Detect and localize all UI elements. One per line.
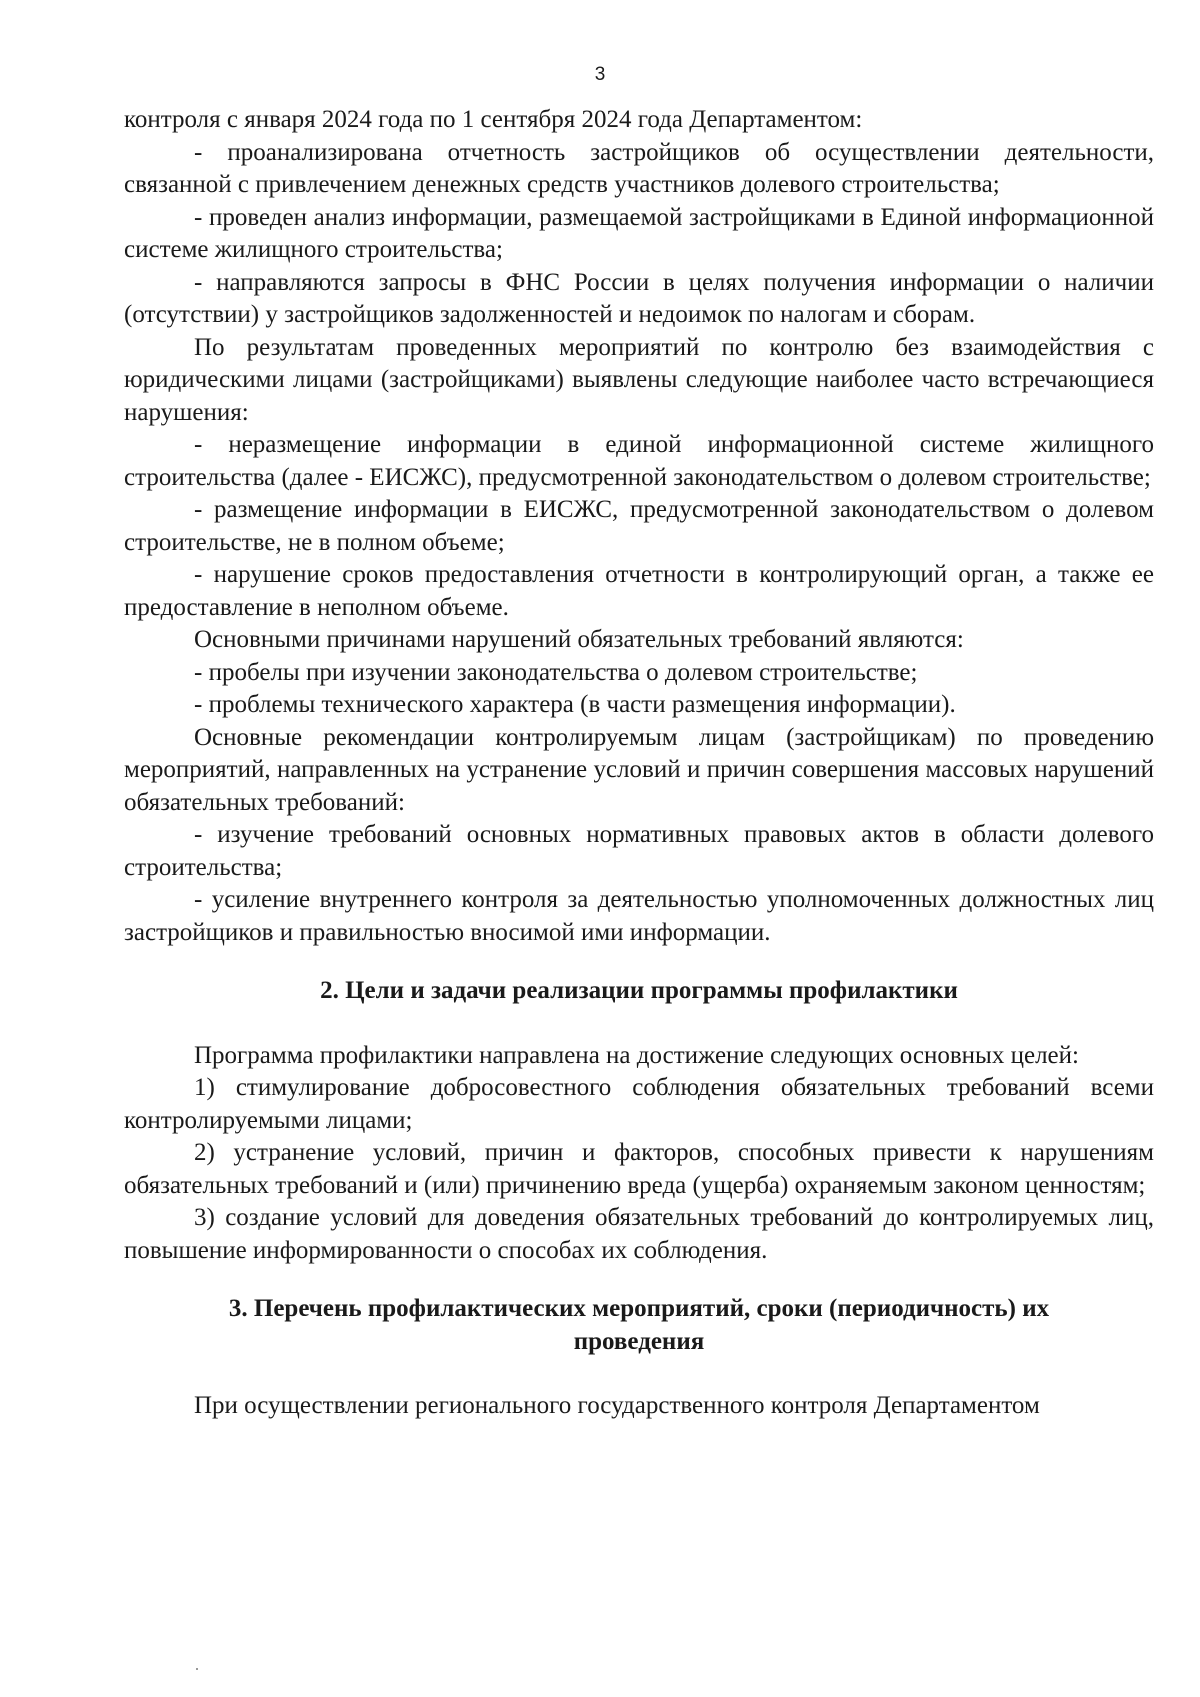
paragraph: Программа профилактики направлена на достижение следующих основных целей: xyxy=(194,1041,1079,1069)
list-item: - неразмещение информации в единой информационной системе жилищного строительства (далее - ЕИСЖС), предусмотренной законодательством о долевом строительстве; xyxy=(124,431,1154,491)
section-title: 2. Цели и задачи реализации программы профилактики xyxy=(320,977,958,1004)
section-title-line: проведения xyxy=(573,1327,705,1355)
list-item: - пробелы при изучении законодательства о долевом строительстве; xyxy=(194,658,918,686)
page-number: 3 xyxy=(594,64,606,85)
list-item: 1) стимулирование добросовестного соблюдения обязательных требований всеми контролируемыми лицами; xyxy=(124,1074,1154,1134)
list-item: 2) устранение условий, причин и факторов, способных привести к нарушениям обязательных требований и (или) причинению вреда (ущерба) охраняемым законом ценностям; xyxy=(124,1139,1154,1199)
paragraph: По результатам проведенных мероприятий по контролю без взаимодействия с юридическими лицами (застройщиками) выявлены следующие наиболее часто встречающиеся нарушения: xyxy=(124,333,1154,426)
list-item: - направляются запросы в ФНС России в целях получения информации о наличии (отсутствии) у застройщиков задолженностей и недоимок по налогам и сборам. xyxy=(124,268,1154,328)
list-item: - проанализирована отчетность застройщиков об осуществлении деятельности, связанной с привлечением денежных средств участников долевого строительства; xyxy=(124,138,1154,198)
paragraph: Основными причинами нарушений обязательных требований являются: xyxy=(194,626,964,653)
document-body xyxy=(124,104,1154,1423)
paragraph: При осуществлении регионального государственного контроля Департаментом xyxy=(194,1392,1040,1419)
scan-artifact xyxy=(196,1668,198,1670)
list-item: - проведен анализ информации, размещаемой застройщиками в Единой информационной системе жилищного строительства; xyxy=(124,203,1154,263)
paragraph: контроля с января 2024 года по 1 сентября 2024 года Департаментом: xyxy=(124,106,863,133)
list-item: - нарушение сроков предоставления отчетности в контролирующий орган, а также ее предоставление в неполном объеме. xyxy=(124,561,1154,621)
section-title-line: 3. Перечень профилактических мероприятий, сроки (периодичность) их xyxy=(228,1295,1050,1322)
list-item: - усиление внутреннего контроля за деятельностью уполномоченных должностных лиц застройщиков и правильностью вносимой ими информации. xyxy=(124,886,1154,946)
section-title xyxy=(124,1293,1154,1358)
paragraph: Основные рекомендации контролируемым лицам (застройщикам) по проведению мероприятий, направленных на устранение условий и причин совершения массовых нарушений обязательных требований: xyxy=(124,723,1154,816)
list-item: - изучение требований основных нормативных правовых актов в области долевого строительства; xyxy=(124,821,1154,881)
list-item: 3) создание условий для доведения обязательных требований до контролируемых лиц, повышение информированности о способах их соблюдения. xyxy=(124,1204,1154,1264)
list-item: - размещение информации в ЕИСЖС, предусмотренной законодательством о долевом строительстве, не в полном объеме; xyxy=(124,496,1154,556)
list-item: - проблемы технического характера (в части размещения информации). xyxy=(194,691,956,718)
